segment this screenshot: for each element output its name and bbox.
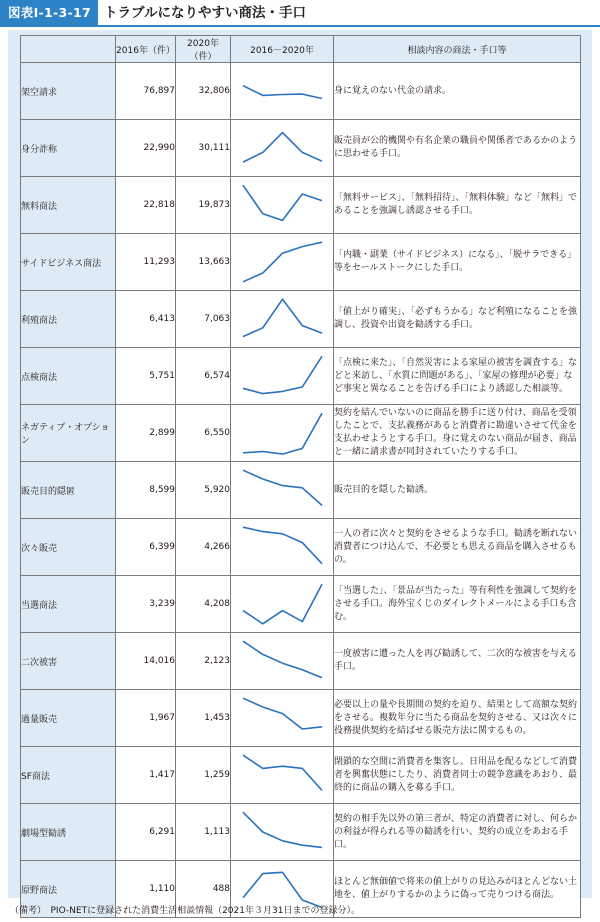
sparkline-line	[243, 755, 322, 790]
count-2020: 6,550	[176, 405, 231, 462]
trend-sparkline	[231, 291, 334, 348]
col-header-2020: 2020年（件）	[176, 36, 231, 63]
table-body	[21, 63, 581, 918]
sparkline-chart	[231, 462, 334, 518]
method-name: 販売目的隠匿	[21, 462, 116, 519]
table-row	[21, 120, 581, 177]
sparkline-chart	[231, 291, 334, 347]
trend-sparkline	[231, 519, 334, 576]
method-name: 当選商法	[21, 576, 116, 633]
col-header-2016: 2016年（件）	[116, 36, 176, 63]
figure-number: 図表Ⅰ-1-3-17	[0, 0, 98, 26]
method-description: ほとんど無価値で将来の値上がりの見込みがほとんどない土地を、値上がりするかのように偽って売りつける商法。	[334, 861, 581, 918]
sparkline-chart	[231, 348, 334, 404]
sparkline-line	[243, 133, 322, 163]
count-2020: 4,266	[176, 519, 231, 576]
count-2020: 4,208	[176, 576, 231, 633]
method-description: 「当選した」、「景品が当たった」等有利性を強調して契約をさせる手口。海外宝くじのダイレクトメールによる手口も含む。	[334, 576, 581, 633]
method-description: 販売員が公的機関や有名企業の職員や関係者であるかのように思わせる手口。	[334, 120, 581, 177]
trend-sparkline	[231, 348, 334, 405]
method-name: 過量販売	[21, 690, 116, 747]
method-name: 無料商法	[21, 177, 116, 234]
sparkline-line	[243, 185, 322, 220]
count-2016: 8,599	[116, 462, 176, 519]
sparkline-line	[243, 812, 322, 847]
header-row	[21, 36, 581, 63]
table-row	[21, 747, 581, 804]
count-2016: 22,818	[116, 177, 176, 234]
method-name: 次々販売	[21, 519, 116, 576]
method-name: SF商法	[21, 747, 116, 804]
trend-sparkline	[231, 690, 334, 747]
sparkline-chart	[231, 519, 334, 575]
sparkline-chart	[231, 576, 334, 632]
trend-sparkline	[231, 177, 334, 234]
sparkline-line	[243, 413, 322, 454]
sparkline-chart	[231, 177, 334, 233]
sparkline-line	[243, 242, 322, 282]
method-name: 劇場型勧誘	[21, 804, 116, 861]
trend-sparkline	[231, 462, 334, 519]
count-2020: 6,574	[176, 348, 231, 405]
sparkline-line	[243, 299, 322, 336]
table-row	[21, 405, 581, 462]
col-header-description: 相談内容の商法・手口等	[334, 36, 581, 63]
count-2020: 13,663	[176, 234, 231, 291]
sparkline-chart	[231, 405, 334, 461]
count-2016: 6,413	[116, 291, 176, 348]
method-name: 二次被害	[21, 633, 116, 690]
method-description: 一度被害に遭った人を再び勧誘して、二次的な被害を与える手口。	[334, 633, 581, 690]
sparkline-line	[243, 470, 322, 505]
table-row	[21, 234, 581, 291]
table-row	[21, 519, 581, 576]
sparkline-line	[243, 641, 322, 678]
method-description: 「点検に来た」、「自然災害による家屋の被害を調査する」などと来訪し、「水質に問題がある」、「家屋の修理が必要」など事実と異なることを告げる手口により誘認した相談等。	[334, 348, 581, 405]
trend-sparkline	[231, 405, 334, 462]
count-2020: 7,063	[176, 291, 231, 348]
table-row	[21, 690, 581, 747]
count-2020: 2,123	[176, 633, 231, 690]
table-row	[21, 633, 581, 690]
method-name: 身分詐称	[21, 120, 116, 177]
count-2016: 1,417	[116, 747, 176, 804]
sparkline-chart	[231, 234, 334, 290]
count-2016: 11,293	[116, 234, 176, 291]
count-2020: 1,113	[176, 804, 231, 861]
table-row	[21, 291, 581, 348]
method-name: ネガティブ・オプション	[21, 405, 116, 462]
trend-sparkline	[231, 804, 334, 861]
table-row	[21, 348, 581, 405]
count-2016: 76,897	[116, 63, 176, 120]
method-description: 身に覚えのない代金の請求。	[334, 63, 581, 120]
table-row	[21, 177, 581, 234]
count-2016: 2,899	[116, 405, 176, 462]
method-description: 必要以上の量や長期間の契約を迫り、結果として高額な契約をさせる。複数年分に当たる商品を契約させる、又は次々に役務提供契約を結ばせる販売方法に関するもの。	[334, 690, 581, 747]
trend-sparkline	[231, 234, 334, 291]
method-description: 契約を結んでいないのに商品を勝手に送り付け、商品を受領したことで、支払義務があると消費者に勘違いさせて代金を支払わせようとする手口。身に覚えのない商品が届き、商品と一緒に請求書が同封されていたりする手口。	[334, 405, 581, 462]
method-description: 「値上がり確実」、「必ずもうかる」など利殖になることを強調し、投資や出資を勧誘する手口。	[334, 291, 581, 348]
trend-sparkline	[231, 576, 334, 633]
method-description: 契約の相手先以外の第三者が、特定の消費者に対し、何らかの利益が得られる等の勧誘を行い、契約の成立をあおる手口。	[334, 804, 581, 861]
count-2020: 32,806	[176, 63, 231, 120]
count-2020: 5,920	[176, 462, 231, 519]
fraud-table	[20, 35, 581, 918]
count-2016: 22,990	[116, 120, 176, 177]
sparkline-line	[243, 584, 322, 624]
method-description: 一人の者に次々と契約をさせるような手口。勧誘を断れない消費者につけ込んで、不必要とも思える商品を購入させるもの。	[334, 519, 581, 576]
count-2016: 1,967	[116, 690, 176, 747]
sparkline-line	[243, 698, 322, 729]
method-description: 閉鎖的な空間に消費者を集客し、日用品を配るなどして消費者を興奮状態にしたり、消費者同士の競争意識をあおり、最終的に商品の購入を募る手口。	[334, 747, 581, 804]
count-2016: 3,239	[116, 576, 176, 633]
sparkline-line	[243, 356, 322, 393]
figure-title: トラブルになりやすい商法・手口	[104, 5, 306, 21]
table-row	[21, 63, 581, 120]
trend-sparkline	[231, 120, 334, 177]
sparkline-line	[243, 86, 322, 99]
table-row	[21, 804, 581, 861]
sparkline-chart	[231, 633, 334, 689]
sparkline-chart	[231, 804, 334, 860]
table-row	[21, 462, 581, 519]
table-panel	[8, 30, 592, 898]
method-name: サイドビジネス商法	[21, 234, 116, 291]
col-header-trend: 2016－2020年	[231, 36, 334, 63]
sparkline-line	[243, 527, 322, 564]
count-2016: 6,399	[116, 519, 176, 576]
method-description: 販売目的を隠した勧誘。	[334, 462, 581, 519]
method-name: 利殖商法	[21, 291, 116, 348]
sparkline-chart	[231, 120, 334, 176]
trend-sparkline	[231, 633, 334, 690]
source-note: （備考） PIO-NETに登録された消費生活相談情報（2021年３月31日までの登録分）。	[10, 906, 360, 916]
table-row	[21, 576, 581, 633]
count-2020: 1,259	[176, 747, 231, 804]
sparkline-chart	[231, 747, 334, 803]
count-2020: 19,873	[176, 177, 231, 234]
header-rule	[0, 25, 600, 27]
method-name: 原野商法	[21, 861, 116, 918]
method-description: 「内職・副業（サイドビジネス）になる」、「脱サラできる」等をセールストークにした手口。	[334, 234, 581, 291]
count-2016: 14,016	[116, 633, 176, 690]
count-2016: 5,751	[116, 348, 176, 405]
count-2020: 1,453	[176, 690, 231, 747]
sparkline-chart	[231, 690, 334, 746]
count-2020: 30,111	[176, 120, 231, 177]
method-name: 点検商法	[21, 348, 116, 405]
method-description: 「無料サービス」、「無料招待」、「無料体験」など「無料」であることを強調し誘認させる手口。	[334, 177, 581, 234]
sparkline-chart	[231, 63, 334, 119]
count-2020: 488	[176, 861, 231, 918]
col-header-name	[21, 36, 116, 63]
method-name: 架空請求	[21, 63, 116, 120]
count-2016: 1,110	[116, 861, 176, 918]
figure-header	[0, 0, 600, 26]
trend-sparkline	[231, 63, 334, 120]
trend-sparkline	[231, 747, 334, 804]
count-2016: 6,291	[116, 804, 176, 861]
